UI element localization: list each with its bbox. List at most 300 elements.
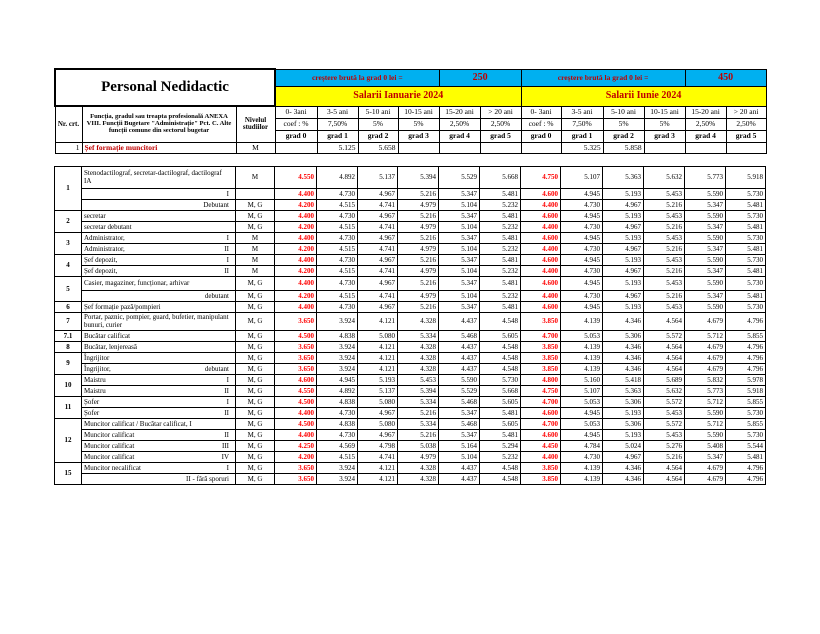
level-cell: M, G <box>236 200 275 211</box>
jun-grade-5-value: 5.481 <box>726 266 766 277</box>
jan-grade-0-value: 4.200 <box>275 222 317 233</box>
jan-grade-3-value: 4.979 <box>398 452 439 463</box>
function-grade: Debutant <box>203 200 229 209</box>
jun-grade-2-value: 5.193 <box>603 189 644 200</box>
jun-grade-0-value: 4.600 <box>521 277 561 291</box>
jan-grade-0-value: 4.600 <box>275 375 317 386</box>
jun-grade-1-value: 5.053 <box>561 397 603 408</box>
jan-grade-5-value: 5.232 <box>480 244 521 255</box>
jan-grade-0-value: 4.200 <box>275 291 317 302</box>
seniority-cell-january-4: 15-20 ani <box>439 106 480 118</box>
function-cell <box>82 255 236 266</box>
jun-grade-0-value: 3.850 <box>521 364 561 375</box>
jan-grade-1-value: 4.730 <box>317 189 358 200</box>
jun-grade-5-value: 5.481 <box>726 222 766 233</box>
jun-grade-0-value: 4.600 <box>521 211 561 222</box>
grade-cell-january-3: grad 3 <box>398 130 439 142</box>
coef-cell-january-5: 2,50% <box>480 118 521 130</box>
jan-grade-3-value: 4.979 <box>398 291 439 302</box>
function-name: Muncitor necalificat <box>84 463 141 472</box>
jun-grade-3-value: 5.216 <box>644 291 685 302</box>
jan-grade-3-value: 5.394 <box>398 386 439 397</box>
jan-grade-2-value: 4.121 <box>358 342 398 353</box>
jun-grade-2-value: 4.346 <box>603 342 644 353</box>
jun-grade-4-value: 5.590 <box>685 255 726 266</box>
function-cell <box>82 408 236 419</box>
coef-cell-june-3: 5% <box>644 118 685 130</box>
function-cell <box>82 222 236 233</box>
jan-grade-2-value: 4.967 <box>358 255 398 266</box>
jun-grade-2-value: 4.346 <box>603 474 644 485</box>
jun-grade-1-value: 4.139 <box>561 474 603 485</box>
first-row-jan-value <box>275 142 317 153</box>
jun-grade-4-value: 5.590 <box>685 408 726 419</box>
jun-grade-3-value: 5.216 <box>644 200 685 211</box>
jan-grade-1-value: 4.730 <box>317 302 358 313</box>
jan-grade-4-value: 5.347 <box>439 408 480 419</box>
jun-grade-4-value: 4.679 <box>685 474 726 485</box>
jan-grade-1-value: 4.515 <box>317 200 358 211</box>
seniority-cell-june-4: 15-20 ani <box>685 106 726 118</box>
jun-grade-4-value: 5.347 <box>685 452 726 463</box>
jun-grade-3-value: 5.453 <box>644 211 685 222</box>
jun-grade-1-value: 4.730 <box>561 222 603 233</box>
first-row-jan-value <box>439 142 480 153</box>
jan-grade-3-value: 5.216 <box>398 255 439 266</box>
jan-grade-0-value: 4.500 <box>275 331 317 342</box>
table-row <box>55 386 766 397</box>
level-cell: M <box>236 244 275 255</box>
jan-grade-5-value: 5.481 <box>480 189 521 200</box>
jun-grade-0-value: 4.600 <box>521 255 561 266</box>
table-row <box>55 233 766 244</box>
function-cell <box>82 244 236 255</box>
jun-grade-5-value: 4.796 <box>726 463 766 474</box>
level-cell: M, G <box>236 277 275 291</box>
jun-grade-5-value: 5.481 <box>726 452 766 463</box>
table-row <box>55 200 766 211</box>
jun-grade-4-value: 5.590 <box>685 211 726 222</box>
jan-grade-2-value: 5.137 <box>358 167 398 189</box>
table-row <box>55 291 766 302</box>
jan-grade-2-value: 4.798 <box>358 441 398 452</box>
first-row-jan-value: 5.125 <box>317 142 358 153</box>
level-cell <box>236 189 275 200</box>
jan-grade-3-value: 4.328 <box>398 364 439 375</box>
seniority-cell-january-0: 0- 3ani <box>275 106 317 118</box>
jan-grade-2-value: 5.080 <box>358 419 398 430</box>
jan-grade-2-value: 4.121 <box>358 353 398 364</box>
jan-grade-4-value: 5.590 <box>439 375 480 386</box>
first-row-jan-value <box>398 142 439 153</box>
jan-grade-5-value: 4.548 <box>480 474 521 485</box>
level-cell: M, G <box>236 364 275 375</box>
table-row <box>55 244 766 255</box>
jun-grade-1-value: 4.139 <box>561 463 603 474</box>
jan-grade-0-value: 4.400 <box>275 302 317 313</box>
coef-cell-january-0: coef : % <box>275 118 317 130</box>
table-row <box>55 463 766 474</box>
jun-grade-1-value: 4.730 <box>561 266 603 277</box>
jan-grade-3-value: 5.216 <box>398 430 439 441</box>
table-row <box>55 277 766 291</box>
table-row <box>55 302 766 313</box>
jun-grade-0-value: 3.850 <box>521 313 561 331</box>
jun-grade-5-value: 5.978 <box>726 375 766 386</box>
jun-grade-1-value: 4.945 <box>561 430 603 441</box>
seniority-cell-june-5: > 20 ani <box>726 106 766 118</box>
level-cell: M, G <box>236 211 275 222</box>
jun-grade-5-value: 5.481 <box>726 200 766 211</box>
jan-grade-5-value: 5.481 <box>480 302 521 313</box>
level-cell: M, G <box>236 375 275 386</box>
jun-grade-2-value: 5.418 <box>603 375 644 386</box>
function-cell <box>82 342 236 353</box>
jun-grade-3-value: 5.216 <box>644 266 685 277</box>
jan-grade-0-value: 3.650 <box>275 474 317 485</box>
table-row <box>55 353 766 364</box>
jun-grade-1-value: 4.730 <box>561 291 603 302</box>
function-grade: I <box>226 255 229 264</box>
jun-grade-1-value: 4.139 <box>561 353 603 364</box>
jun-grade-2-value: 5.193 <box>603 255 644 266</box>
jun-grade-5-value: 5.481 <box>726 244 766 255</box>
jun-grade-3-value: 5.276 <box>644 441 685 452</box>
function-name: Îngrijitor <box>84 353 110 362</box>
jan-grade-0-value: 4.200 <box>275 200 317 211</box>
jun-grade-4-value: 5.590 <box>685 430 726 441</box>
level-header: Nivelul studiilor <box>236 106 275 142</box>
jan-grade-1-value: 4.515 <box>317 452 358 463</box>
jun-grade-2-value: 5.193 <box>603 233 644 244</box>
jun-grade-5-value: 4.796 <box>726 364 766 375</box>
jan-grade-2-value: 5.080 <box>358 331 398 342</box>
seniority-cell-june-1: 3-5 ani <box>561 106 603 118</box>
jan-grade-4-value: 4.437 <box>439 364 480 375</box>
jan-grade-3-value: 5.216 <box>398 408 439 419</box>
jan-grade-4-value: 4.437 <box>439 353 480 364</box>
jan-grade-0-value: 4.550 <box>275 167 317 189</box>
function-name: Bucătar calificat <box>84 331 131 340</box>
first-row-function: Șef formație muncitori <box>82 142 236 153</box>
seniority-cell-june-3: 10-15 ani <box>644 106 685 118</box>
jun-grade-1-value: 4.730 <box>561 200 603 211</box>
level-cell: M <box>236 255 275 266</box>
coef-cell-january-1: 7,50% <box>317 118 358 130</box>
jun-grade-2-value: 4.967 <box>603 222 644 233</box>
period-january: Salarii Ianuarie 2024 <box>275 86 521 106</box>
table-row <box>55 408 766 419</box>
jan-grade-5-value: 5.294 <box>480 441 521 452</box>
jun-grade-3-value: 5.572 <box>644 419 685 430</box>
jan-grade-4-value: 5.468 <box>439 397 480 408</box>
jun-grade-5-value: 5.481 <box>726 291 766 302</box>
jan-grade-5-value: 5.232 <box>480 266 521 277</box>
jan-grade-0-value: 3.650 <box>275 364 317 375</box>
jun-grade-0-value: 4.800 <box>521 375 561 386</box>
first-row-nr: 1 <box>55 142 82 153</box>
jun-grade-0-value: 4.400 <box>521 222 561 233</box>
level-cell: M <box>236 167 275 189</box>
jan-grade-1-value: 4.515 <box>317 291 358 302</box>
jan-grade-2-value: 5.080 <box>358 397 398 408</box>
jan-grade-5-value: 4.548 <box>480 313 521 331</box>
jun-grade-2-value: 5.363 <box>603 167 644 189</box>
page-title: Personal Nedidactic <box>55 69 275 106</box>
grade-cell-june-0: grad 0 <box>521 130 561 142</box>
jun-grade-4-value: 5.347 <box>685 291 726 302</box>
jan-grade-4-value: 4.437 <box>439 313 480 331</box>
row-number: 7.1 <box>55 331 82 342</box>
table-row <box>55 474 766 485</box>
table-row <box>55 266 766 277</box>
jan-grade-1-value: 3.924 <box>317 474 358 485</box>
jan-grade-3-value: 4.979 <box>398 222 439 233</box>
jan-grade-1-value: 4.730 <box>317 255 358 266</box>
function-grade: I <box>226 375 229 384</box>
jan-grade-0-value: 4.200 <box>275 452 317 463</box>
coef-cell-january-3: 5% <box>398 118 439 130</box>
level-cell: M, G <box>236 452 275 463</box>
table-row <box>55 375 766 386</box>
jun-grade-2-value: 5.306 <box>603 331 644 342</box>
function-grade: I <box>226 233 229 242</box>
jan-grade-0-value: 3.650 <box>275 353 317 364</box>
function-grade: debutant <box>204 291 229 300</box>
jun-grade-5-value: 4.796 <box>726 342 766 353</box>
function-name: Maistru <box>84 386 106 395</box>
jan-grade-2-value: 4.741 <box>358 291 398 302</box>
nr-header: Nr. crt. <box>55 106 82 142</box>
jun-grade-2-value: 4.346 <box>603 364 644 375</box>
jan-grade-2-value: 4.967 <box>358 211 398 222</box>
function-grade <box>229 314 233 329</box>
jun-grade-0-value: 4.400 <box>521 291 561 302</box>
jan-grade-2-value: 4.967 <box>358 430 398 441</box>
level-cell: M, G <box>236 291 275 302</box>
row-number: 4 <box>55 255 82 277</box>
coef-cell-june-2: 5% <box>603 118 644 130</box>
table-row <box>55 211 766 222</box>
seniority-cell-june-0: 0- 3ani <box>521 106 561 118</box>
grade-cell-january-4: grad 4 <box>439 130 480 142</box>
function-cell <box>82 452 236 463</box>
first-row-jun-value <box>521 142 561 153</box>
level-cell: M, G <box>236 353 275 364</box>
jun-grade-4-value: 5.712 <box>685 397 726 408</box>
jan-grade-2-value: 4.741 <box>358 222 398 233</box>
level-cell: M, G <box>236 313 275 331</box>
function-grade: II <box>224 430 229 439</box>
jan-grade-3-value: 4.328 <box>398 463 439 474</box>
function-cell <box>82 353 236 364</box>
jun-grade-4-value: 5.347 <box>685 200 726 211</box>
jun-grade-0-value: 3.850 <box>521 353 561 364</box>
function-grade <box>229 304 233 311</box>
function-name: Administrator, <box>84 233 125 242</box>
jan-grade-5-value: 5.232 <box>480 452 521 463</box>
function-header: Funcția, gradul sau treapta profesională ANEXA VIII. Funcții Bugetare "Administrație" Pct. C. Alte funcții comune din sectorul bugetar <box>82 106 236 142</box>
function-cell <box>82 233 236 244</box>
jan-grade-4-value: 4.437 <box>439 342 480 353</box>
jun-grade-2-value: 5.024 <box>603 441 644 452</box>
function-cell <box>82 441 236 452</box>
jan-grade-0-value: 4.400 <box>275 189 317 200</box>
function-name: Muncitor calificat / Bucătar calificat, I <box>84 419 192 428</box>
jan-grade-5-value: 5.481 <box>480 255 521 266</box>
jan-grade-5-value: 5.668 <box>480 386 521 397</box>
function-name: Stenodactilograf, secretar-dactilograf, dactilograf IA <box>84 169 222 185</box>
jan-grade-3-value: 4.328 <box>398 313 439 331</box>
jun-grade-1-value: 4.945 <box>561 302 603 313</box>
jun-grade-5-value: 5.918 <box>726 167 766 189</box>
jan-grade-5-value: 5.481 <box>480 408 521 419</box>
jan-grade-3-value: 5.394 <box>398 167 439 189</box>
jan-grade-4-value: 5.104 <box>439 452 480 463</box>
function-cell <box>82 302 236 313</box>
row-number: 7 <box>55 313 82 331</box>
level-cell: M, G <box>236 222 275 233</box>
table-row <box>55 189 766 200</box>
jun-grade-1-value: 4.139 <box>561 364 603 375</box>
jun-grade-4-value: 5.590 <box>685 302 726 313</box>
first-row-jun-value <box>726 142 766 153</box>
jan-grade-1-value: 4.730 <box>317 277 358 291</box>
jan-grade-0-value: 4.500 <box>275 397 317 408</box>
jan-grade-3-value: 5.038 <box>398 441 439 452</box>
jun-grade-3-value: 5.689 <box>644 375 685 386</box>
function-name: Administrator, <box>84 244 125 253</box>
jun-grade-2-value: 4.967 <box>603 200 644 211</box>
jun-grade-4-value: 5.590 <box>685 277 726 291</box>
jan-grade-5-value: 5.232 <box>480 200 521 211</box>
function-cell <box>82 211 236 222</box>
grade-cell-june-3: grad 3 <box>644 130 685 142</box>
jan-grade-0-value: 4.200 <box>275 266 317 277</box>
jun-grade-0-value: 4.700 <box>521 331 561 342</box>
first-row-jun-value: 5.858 <box>603 142 644 153</box>
jan-grade-2-value: 4.741 <box>358 452 398 463</box>
jan-grade-0-value: 4.500 <box>275 419 317 430</box>
jan-grade-4-value: 4.437 <box>439 463 480 474</box>
jan-grade-1-value: 3.924 <box>317 364 358 375</box>
jun-grade-5-value: 5.730 <box>726 211 766 222</box>
jun-grade-5-value: 4.796 <box>726 313 766 331</box>
table-row <box>55 364 766 375</box>
jun-grade-5-value: 5.730 <box>726 408 766 419</box>
jan-grade-5-value: 4.548 <box>480 364 521 375</box>
jan-grade-2-value: 4.121 <box>358 463 398 474</box>
jan-grade-4-value: 5.347 <box>439 430 480 441</box>
jun-grade-4-value: 5.347 <box>685 244 726 255</box>
increase-value-january: 250 <box>439 69 521 86</box>
jun-grade-3-value: 5.453 <box>644 277 685 291</box>
level-cell: M, G <box>236 342 275 353</box>
jan-grade-2-value: 4.121 <box>358 313 398 331</box>
jan-grade-2-value: 4.967 <box>358 408 398 419</box>
jan-grade-4-value: 5.104 <box>439 291 480 302</box>
jan-grade-1-value: 3.924 <box>317 342 358 353</box>
jan-grade-2-value: 4.967 <box>358 277 398 291</box>
function-name: secretar <box>84 211 106 220</box>
jan-grade-5-value: 5.232 <box>480 291 521 302</box>
jun-grade-4-value: 4.679 <box>685 353 726 364</box>
function-grade <box>229 224 233 231</box>
jan-grade-4-value: 5.347 <box>439 233 480 244</box>
jan-grade-1-value: 4.515 <box>317 266 358 277</box>
function-name: Șofer <box>84 408 100 417</box>
jun-grade-5-value: 4.796 <box>726 353 766 364</box>
jun-grade-0-value: 4.700 <box>521 419 561 430</box>
table-row <box>55 255 766 266</box>
function-grade: II <box>224 244 229 253</box>
jun-grade-0-value: 4.600 <box>521 233 561 244</box>
row-number: 12 <box>55 419 82 463</box>
level-cell: M, G <box>236 331 275 342</box>
jun-grade-1-value: 4.945 <box>561 277 603 291</box>
jan-grade-5-value: 5.481 <box>480 211 521 222</box>
jun-grade-1-value: 4.730 <box>561 452 603 463</box>
jun-grade-0-value: 4.400 <box>521 452 561 463</box>
jan-grade-3-value: 5.453 <box>398 375 439 386</box>
function-grade: I <box>226 397 229 406</box>
jun-grade-4-value: 5.832 <box>685 375 726 386</box>
jun-grade-2-value: 4.967 <box>603 452 644 463</box>
jan-grade-4-value: 5.529 <box>439 386 480 397</box>
jun-grade-2-value: 4.346 <box>603 353 644 364</box>
jun-grade-4-value: 4.679 <box>685 342 726 353</box>
jun-grade-5-value: 5.730 <box>726 255 766 266</box>
jun-grade-4-value: 5.347 <box>685 222 726 233</box>
jun-grade-4-value: 5.712 <box>685 331 726 342</box>
function-name: Șofer <box>84 397 100 406</box>
row-number: 10 <box>55 375 82 397</box>
jan-grade-5-value: 4.548 <box>480 463 521 474</box>
jan-grade-3-value: 4.328 <box>398 474 439 485</box>
jan-grade-0-value: 4.400 <box>275 233 317 244</box>
jan-grade-1-value: 4.838 <box>317 419 358 430</box>
function-grade: II <box>224 386 229 395</box>
jun-grade-3-value: 4.564 <box>644 342 685 353</box>
jun-grade-5-value: 4.796 <box>726 474 766 485</box>
jan-grade-1-value: 4.515 <box>317 222 358 233</box>
grade-cell-june-2: grad 2 <box>603 130 644 142</box>
jan-grade-3-value: 5.334 <box>398 419 439 430</box>
jan-grade-2-value: 5.137 <box>358 386 398 397</box>
jan-grade-3-value: 4.328 <box>398 342 439 353</box>
jan-grade-1-value: 4.945 <box>317 375 358 386</box>
jun-grade-4-value: 5.712 <box>685 419 726 430</box>
function-name: Muncitor calificat <box>84 452 135 461</box>
jan-grade-1-value: 3.924 <box>317 353 358 364</box>
jan-grade-0-value: 3.650 <box>275 313 317 331</box>
row-number: 1 <box>55 167 82 211</box>
jan-grade-4-value: 5.164 <box>439 441 480 452</box>
first-row-jun-value: 5.325 <box>561 142 603 153</box>
jan-grade-5-value: 5.481 <box>480 233 521 244</box>
jun-grade-3-value: 5.632 <box>644 167 685 189</box>
header-table <box>54 68 767 154</box>
jan-grade-4-value: 5.529 <box>439 167 480 189</box>
jun-grade-1-value: 4.139 <box>561 313 603 331</box>
function-cell <box>82 419 236 430</box>
row-number: 9 <box>55 353 82 375</box>
jan-grade-0-value: 4.400 <box>275 211 317 222</box>
jan-grade-1-value: 4.730 <box>317 430 358 441</box>
function-grade <box>229 355 233 362</box>
jan-grade-5-value: 5.605 <box>480 419 521 430</box>
jan-grade-4-value: 5.468 <box>439 419 480 430</box>
